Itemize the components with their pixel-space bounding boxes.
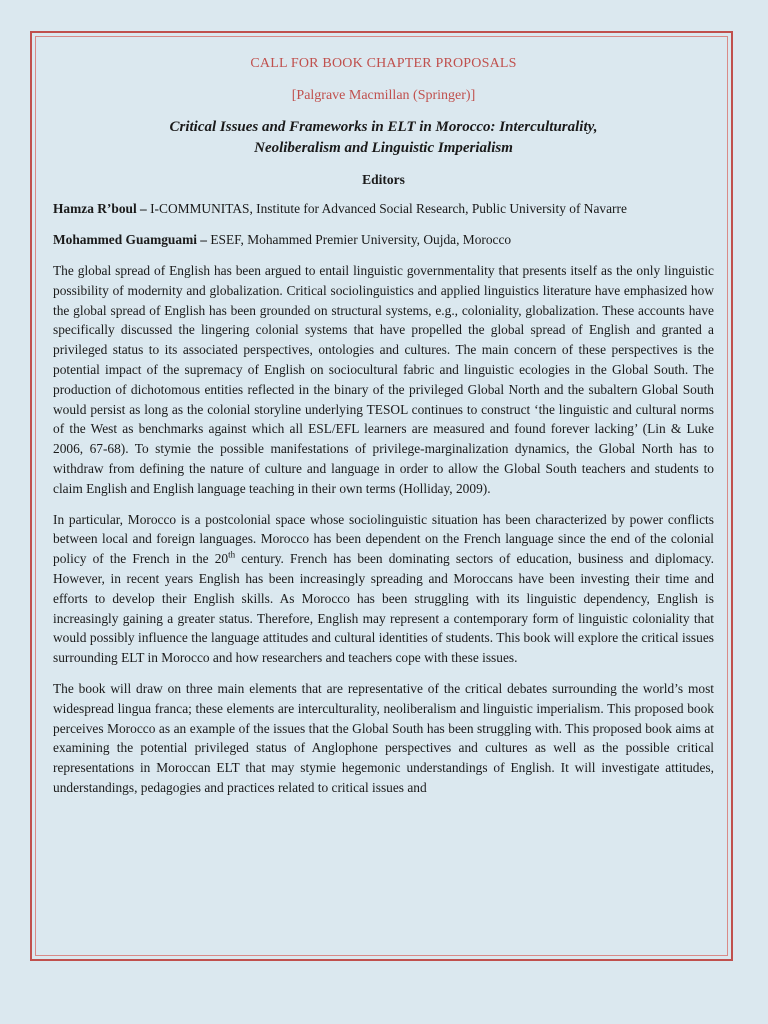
superscript-th: th	[228, 549, 236, 560]
editor-name: Hamza R’boul –	[53, 201, 147, 217]
publisher-line: [Palgrave Macmillan (Springer)]	[291, 87, 476, 103]
editor-name: Mohammed Guamguami –	[53, 232, 207, 248]
body-paragraph-1: The global spread of English has been argued to entail linguistic governmentality that presents itself as the only linguistic possibility of modernity and globalization. Critical sociolinguistics and applied linguistics literature have emphasized how the global spread of English has been grounded on structural systems, e.g., coloniality, globalization. These accounts have specifically discussed the lingering colonial systems that have propelled the global spread of English and granted a privileged status to its associated perspectives, ontologies and cultures. The main concern of these perspectives is the potential impact of the supremacy of English on sociocultural fabric and linguistic ecologies in the Global South. The production of dichotomous entities reflected in the binary of the privileged Global North and the subaltern Global South would persist as long as the colonial storyline underlying TESOL continues to construct ‘the linguistic and cultural norms of the West as benchmarks against which all ESL/EFL learners are measured and found forever lacking’ (Lin & Luke 2006, 67-68). To stymie the possible manifestations of privilege-marginalization dynamics, the Global North has to withdraw from defining the nature of culture and language in order to allow the Global South teachers and students to claim English and English language teaching in their own terms (Holliday, 2009).	[53, 262, 714, 496]
book-title-line-1: Critical Issues and Frameworks in ELT in Morocco: Interculturality,	[169, 118, 598, 135]
editor-affiliation: I-COMMUNITAS, Institute for Advanced Social Research, Public University of Navarre	[146, 201, 627, 217]
editor-entry	[53, 230, 714, 250]
call-for-proposals-heading: CALL FOR BOOK CHAPTER PROPOSALS	[250, 56, 517, 71]
body-paragraph-2-part-a: In particular, Morocco is a postcolonial space whose sociolinguistic situation has been characterized by power conflicts between local and foreign languages. Morocco has been dependent on the French language since the end of the colonial policy of the French in the 20	[53, 511, 714, 567]
book-title	[53, 117, 714, 159]
body-paragraph-3: The book will draw on three main elements that are representative of the critical debates surrounding the world’s most widespread lingua franca; these elements are interculturality, neoliberalism and linguistic imperialism. This proposed book perceives Morocco as an example of the issues that the Global South has been struggling with. This proposed book aims at examining the potential privileged status of Anglophone perspectives and cultures as well as the possible critical representations in Moroccan ELT that may stymie hegemonic understandings of English. It will investigate attitudes, understandings, pedagogies and practices related to critical issues and	[53, 680, 714, 795]
editor-entry	[53, 199, 714, 219]
body-paragraph-2-part-b: century. French has been dominating sectors of education, business and diplomacy. However, in recent years English has been increasingly spreading and Moroccans have been investing their time and efforts to develop their English skills. As Morocco has been struggling with its linguistic dependency, English is increasingly gaining a greater status. Therefore, English may represent a contemporary form of linguistic coloniality that would possibly influence the language attitudes and cultural identities of students. This book will explore the critical issues surrounding ELT in Morocco and how researchers and teachers cope with these issues.	[53, 551, 714, 666]
book-title-line-2: Neoliberalism and Linguistic Imperialism	[254, 139, 513, 156]
document-body	[53, 54, 714, 809]
editors-heading: Editors	[362, 171, 405, 187]
body-paragraph-2	[53, 510, 714, 668]
editor-affiliation: ESEF, Mohammed Premier University, Oujda, Morocco	[207, 232, 512, 248]
